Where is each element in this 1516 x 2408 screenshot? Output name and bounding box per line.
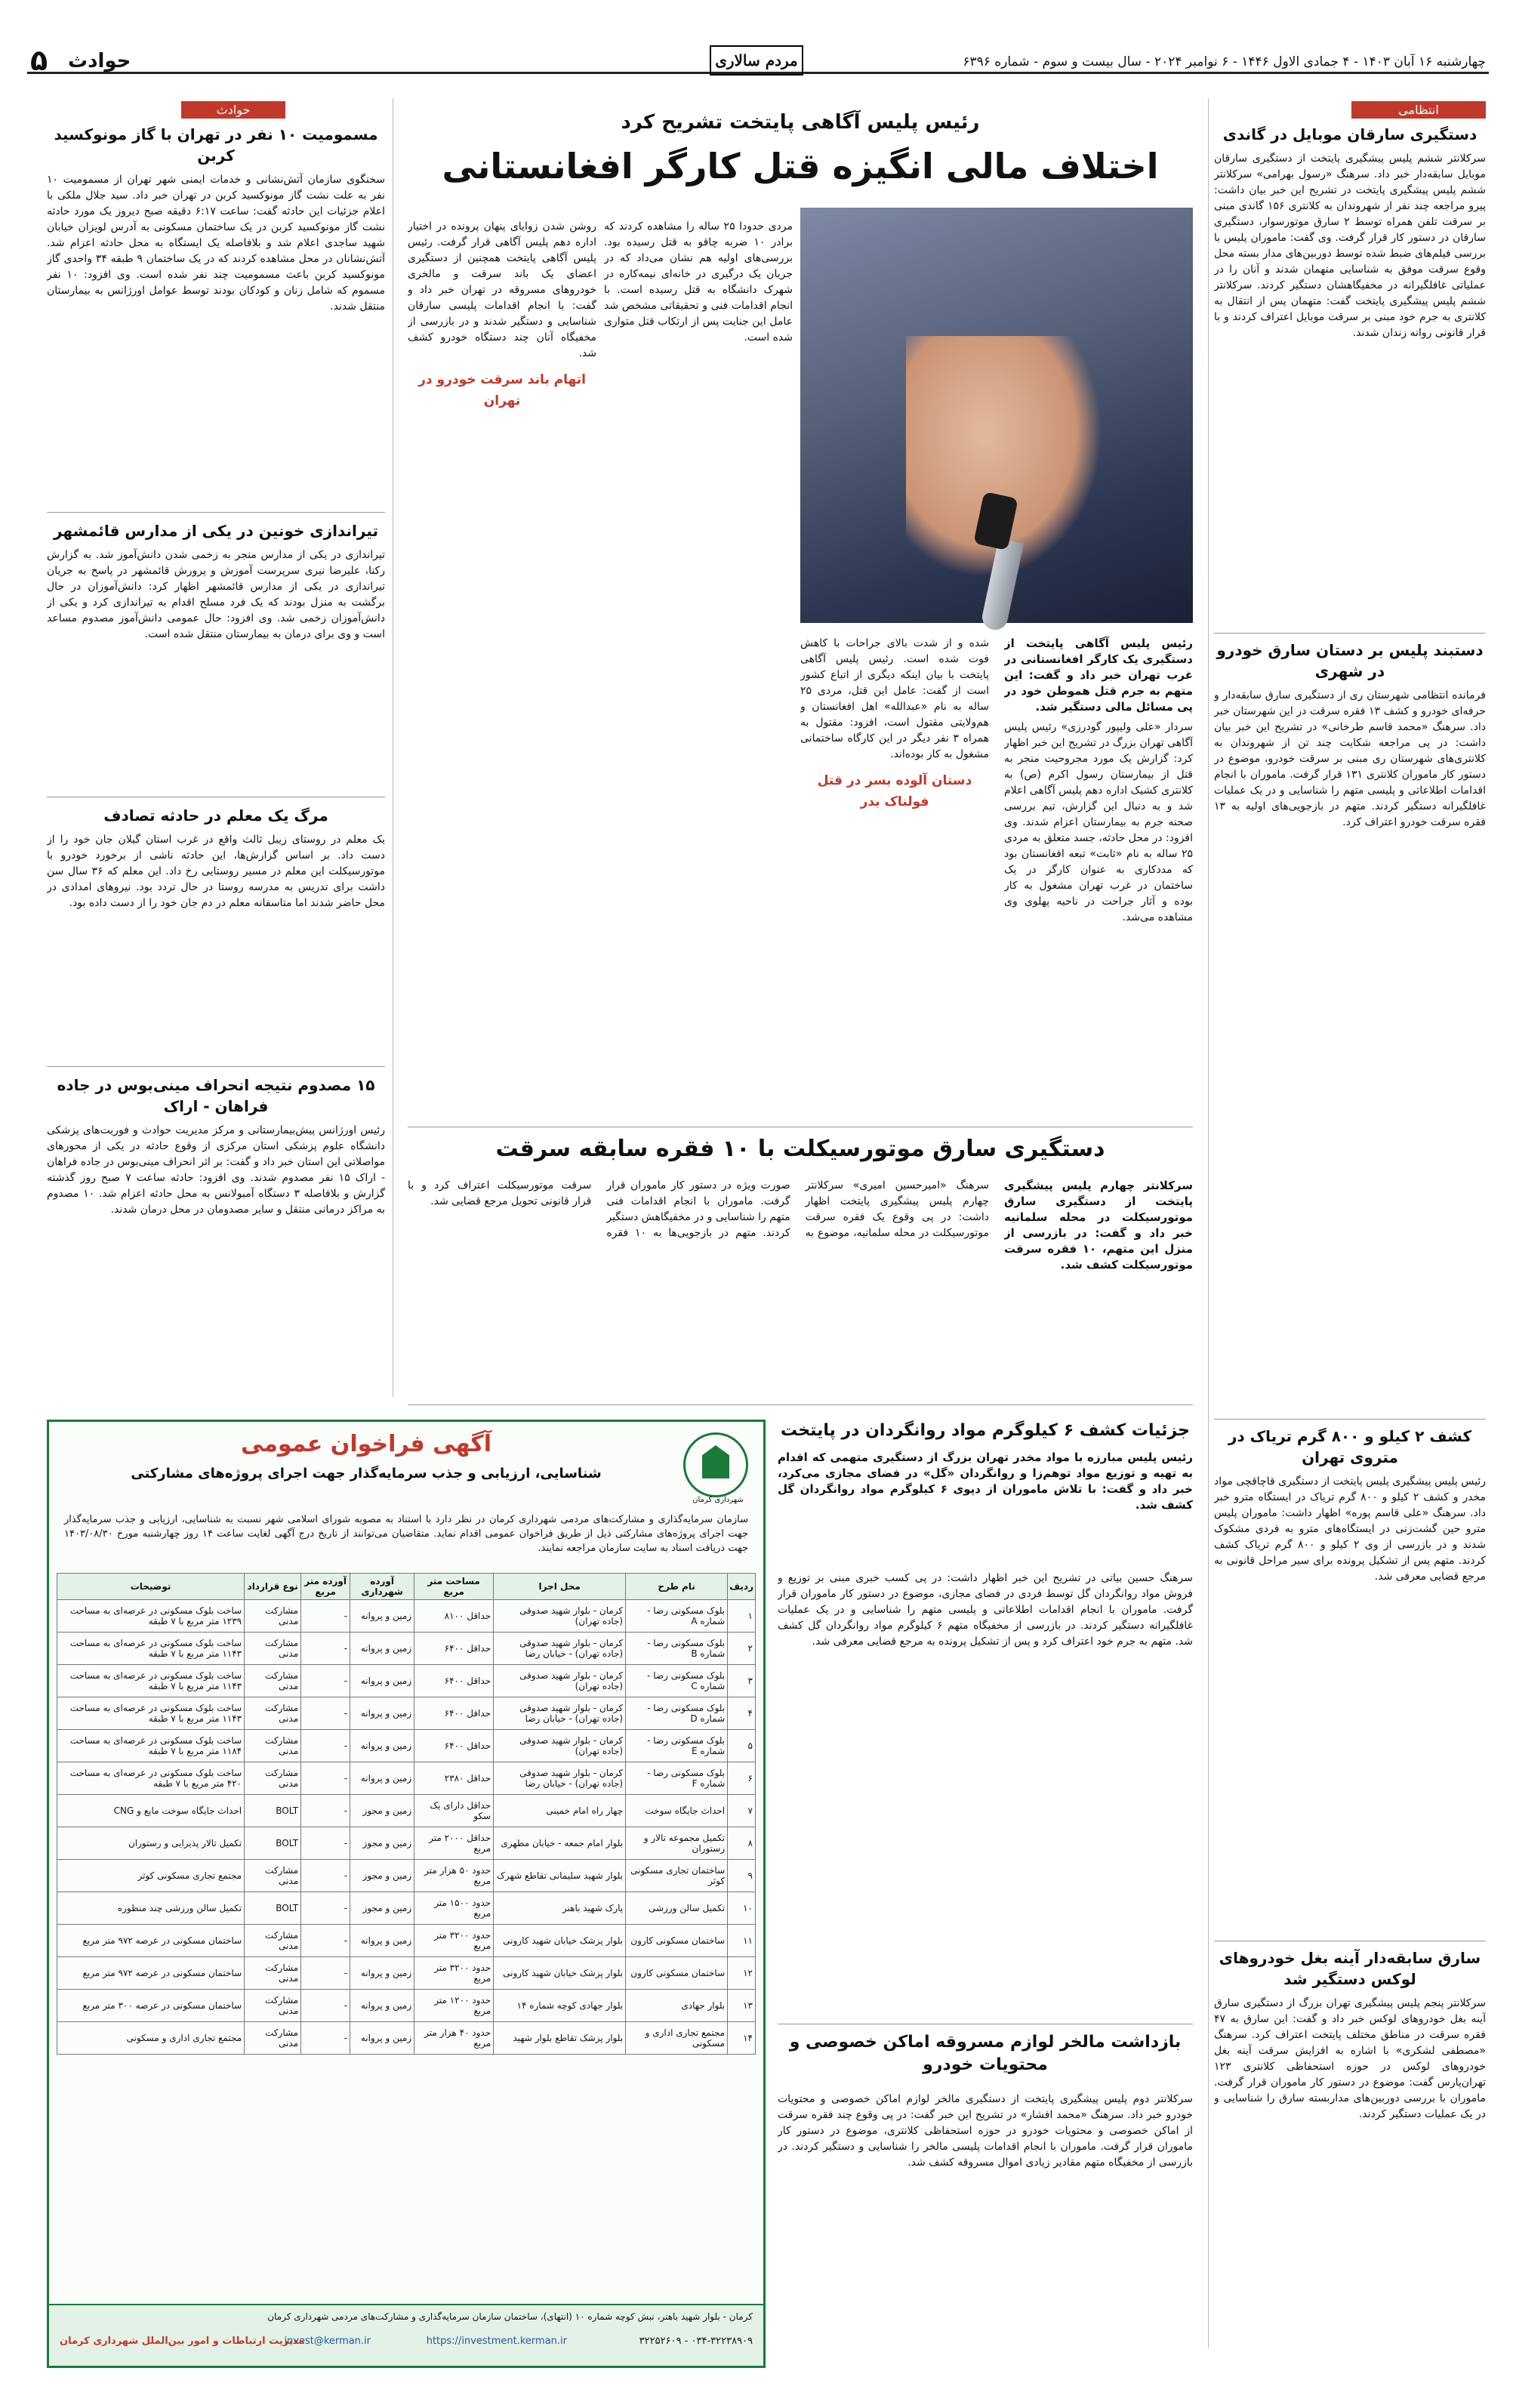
table-cell: ۱۲ — [728, 1957, 756, 1990]
right-column — [1214, 124, 1486, 2313]
table-cell: - — [301, 1860, 350, 1892]
table-cell: زمین و پروانه — [350, 1600, 414, 1633]
table-cell: حدود ۳۲۰۰ متر مربع — [414, 1957, 494, 1990]
table-cell: - — [301, 1762, 350, 1795]
table-header: آورده شهرداری — [350, 1574, 414, 1600]
lead-intro: رئیس پلیس آگاهی پایتخت از دستگیری یک کارگر افغانستانی در غرب تهران خبر داد و گفت: این متهم به جرم قتل هموطن خود در پی مسائل مالی دستگیر شد. — [1004, 637, 1193, 714]
table-row — [57, 1665, 756, 1697]
table-cell: - — [301, 1633, 350, 1665]
lead-subhead: دستان آلوده بسر در قتل فولناک بدر — [817, 773, 972, 809]
table-cell: BOLT — [245, 1827, 301, 1860]
table-cell: زمین و مجوز — [350, 1795, 414, 1827]
table-cell: ۹ — [728, 1860, 756, 1892]
table-cell: بلوک مسکونی رضا - شماره B — [626, 1633, 728, 1665]
lead-text: شده و از شدت بالای جراحات با کاهش فوت شده است. رئیس پلیس آگاهی پایتخت با بیان اینکه دیگری از اتباع کشور است از گفت: عامل این قتل، مردی ۲۵ ساله به نام «عبدالله» اهل افغانستان و هم‌ولایتی مقتول است، افزود: مقتول به همراه ۳ نفر دیگر در این کارگاه ساختمانی مشغول به کار بوده‌اند. — [800, 637, 989, 760]
drugs-body: سرهنگ حسین بیاتی در تشریح این خبر اظهار داشت: در پی کسب خبری مبنی بر توزیع و فروش مواد روانگردان گل توسط فردی در فضای مجازی، موضوع در دستور کار ماموران قرار گرفت. ماموران با انجام اقدامات اطلاعاتی و پلیسی متهم را شناسایی و در یک عملیات غافلگیرانه دستگیر کردند. در بازرسی از مخفیگاه متهم ۶ کیلوگرم مواد روانگردان گل کشف شد. متهم به جرم خود اعتراف کرد و پس از تشکیل پرونده به مرجع قضایی معرفی شد. — [778, 1572, 1193, 1648]
ad-phone: ۰۳۴-۳۲۲۳۸۹۰۹ - ۳۲۲۵۲۶۰۹ — [639, 2336, 753, 2347]
table-cell: مشارکت مدنی — [245, 1697, 301, 1730]
lead-kicker: رئیس پلیس آگاهی پایتخت تشریح کرد — [621, 111, 980, 134]
ad-website-link[interactable]: https://investment.kerman.ir — [426, 2336, 567, 2347]
table-cell: - — [301, 1795, 350, 1827]
table-cell: بلوک مسکونی رضا - شماره E — [626, 1730, 728, 1762]
table-cell: پارک شهید باهنر — [494, 1892, 626, 1925]
table-cell: بلوار پزشک تقاطع بلوار شهید — [494, 2022, 626, 2055]
public-call-ad — [47, 1420, 766, 2368]
table-row — [57, 1762, 756, 1795]
section-title: حوادث — [68, 50, 131, 72]
table-row — [57, 1957, 756, 1990]
table-cell: - — [301, 1990, 350, 2022]
table-cell: کرمان - بلوار شهید صدوقی (جاده تهران) — [494, 1730, 626, 1762]
table-cell: حداقل ۸۱۰۰ — [414, 1600, 494, 1633]
table-row — [57, 1860, 756, 1892]
table-cell: ۷ — [728, 1795, 756, 1827]
table-cell: کرمان - بلوار شهید صدوقی (جاده تهران) - خیابان رضا — [494, 1762, 626, 1795]
table-cell: ۱۳ — [728, 1990, 756, 2022]
table-cell: - — [301, 2022, 350, 2055]
seizure-headline: بازداشت مالخر لوازم مسروقه اماکن خصوصی و محتویات خودرو — [789, 2033, 1182, 2074]
lead-column-4 — [408, 219, 596, 1118]
projects-table — [57, 1573, 756, 2055]
table-cell: ۳ — [728, 1665, 756, 1697]
emblem-caption: شهرداری کرمان — [692, 1496, 744, 1504]
table-row — [57, 1633, 756, 1665]
motorcycle-body: سرهنگ «امیرحسین امیری» سرکلانتر چهارم پلیس پیشگیری پایتخت اظهار داشت: در پی وقوع یک فقره سرقت موتورسیکلت در محله سلمانیه، موضوع به صورت ویژه در دستور کار ماموران قرار گرفت. ماموران با انجام اقدامات فنی متهم را شناسایی و در مخفیگاهش دستگیر کردند. متهم در بازجویی‌ها به ۱۰ فقره سرقت موتورسیکلت اعتراف کرد و با قرار قانونی تحویل مرجع قضایی شد. — [408, 1179, 989, 1239]
table-cell: زمین و مجوز — [350, 1827, 414, 1860]
table-cell: ۱۴ — [728, 2022, 756, 2055]
table-header: آورده متر مربع — [301, 1574, 350, 1600]
table-cell: - — [301, 1600, 350, 1633]
table-cell: مشارکت مدنی — [245, 1665, 301, 1697]
lead-column-3: مردی حدودا ۲۵ ساله را مشاهده کردند که برادر ۱۰ ضربه چاقو به قتل رسیده بود. بررسی‌های اولیه هم نشان می‌داد که در جریان یک درگیری در خانه‌ای نیمه‌کاره در شهرک دانشگاه به قتل رسیده است. با انجام اقدامات فنی و تحقیقاتی مشخص شد عامل این جنایت پس از ارتکاب قتل متواری شده است. — [604, 220, 793, 344]
table-cell: حدود ۳۲۰۰ متر مربع — [414, 1925, 494, 1957]
table-cell: بلوک مسکونی رضا - شماره D — [626, 1697, 728, 1730]
table-cell: حدود ۵۰ هزار متر مربع — [414, 1860, 494, 1892]
table-header: نام طرح — [626, 1574, 728, 1600]
table-cell: ۱ — [728, 1600, 756, 1633]
table-cell: - — [301, 1697, 350, 1730]
newspaper-logo: مردم سالاری — [710, 45, 803, 76]
table-cell: بلوار جهادی کوچه شماره ۱۴ — [494, 1990, 626, 2022]
table-cell: کرمان - بلوار شهید صدوقی (جاده تهران) — [494, 1665, 626, 1697]
lead-subhead: اتهام باند سرقت خودرو در تهران — [418, 372, 586, 409]
article-title: دستبند پلیس بر دستان سارق خودرو در شهری — [1216, 641, 1484, 680]
lead-text: روشن شدن زوایای پنهان پرونده در اختیار اداره دهم پلیس آگاهی قرار گرفت. رئیس پلیس آگاهی پایتخت همچنین از دستگیری اعضای یک باند سرقت و مالخری خودروهای مسروقه در تهران خبر داد و گفت: با انجام اقدامات پلیسی سارقان شناسایی و دستگیر شدند و در بازرسی از مخفیگاه آنان چند دستگاه خودرو کشف شد. — [408, 220, 596, 359]
table-cell: ۵ — [728, 1730, 756, 1762]
ad-footer — [49, 2304, 763, 2366]
article-body: رئیس اورژانس پیش‌بیمارستانی و مرکز مدیریت حوادث و فوریت‌های پزشکی دانشگاه علوم پزشکی استان مرکزی از وقوع حادثه در یکی از محورهای مواصلاتی این استان خبر داد و گفت: بر اثر انحراف مینی‌بوس در جاده فراهان - اراک ۱۵ نفر مصدوم شدند. وی افزود: حادثه ساعت ۷ صبح روز گذشته گزارش و بلافاصله ۳ دستگاه آمبولانس به محل حادثه اعزام شد. ۱۰ مصدوم به مراکز درمانی منتقل و سایر مصدومان در محل درمان شدند. — [47, 1124, 385, 1216]
table-cell: زمین و مجوز — [350, 1892, 414, 1925]
article-body: سرکلانتر ششم پلیس پیشگیری پایتخت از دستگیری سارقان موبایل سابقه‌دار خبر داد. سرهنگ «رسول بهرامی» سرکلانتر ششم پلیس پیشگیری پایتخت در تشریح این خبر بیان داشت: پیرو مراجعه چند نفر از شهروندان به کلانتری ۱۵۶ گاندی مبنی بر سرقت تلفن همراه توسط ۲ سارق موتورسوار، دستگیری سارقان در دستور کار قرار گرفت. وی گفت: ماموران پلیس با بررسی فیلم‌های ضبط شده توسط دوربین‌های مدار بسته محل وقوع سرقت موفق به شناسایی متهمان شدند و آنان را در عملیاتی غافلگیرانه در مخفیگاهشان دستگیر کردند. سرکلانتر ششم پلیس پیشگیری پایتخت گفت: متهمان پس از انتقال به کلانتری به جرم خود مبنی بر سرقت موبایل اعتراف کردند و با قرار قانونی روانه زندان شدند. — [1214, 153, 1486, 339]
table-cell: مشارکت مدنی — [245, 1600, 301, 1633]
lead-column-2 — [800, 636, 989, 1119]
table-cell: مشارکت مدنی — [245, 1633, 301, 1665]
table-cell: حداقل ۶۴۰۰ — [414, 1730, 494, 1762]
article-body: فرمانده انتظامی شهرستان ری از دستگیری سارق سابقه‌دار و حرفه‌ای خودرو و کشف ۱۳ فقره سرقت در این شهرستان خبر داد. سرهنگ «محمد قاسم طرخانی» در تشریح این خبر بیان داشت: در پی مراجعه شکایت چند تن از شهروندان به کلانتری‌های شهرستان ری مبنی بر سرقت خودرو، موضوع در دستور کار ماموران کلانتری ۱۳۱ قرار گرفت. ماموران با انجام اقدامات اطلاعاتی و پلیسی متهم را شناسایی و در یک عملیات غافلگیرانه دستگیر کردند. متهم در بازجویی‌های اولیه به ۱۳ فقره سرقت خودرو اعتراف کرد. — [1214, 689, 1486, 828]
table-header-row — [57, 1574, 756, 1600]
table-cell: حداقل ۲۳۸۰ — [414, 1762, 494, 1795]
table-cell: تکمیل سالن ورزشی چند منظوره — [57, 1892, 245, 1925]
table-cell: - — [301, 1925, 350, 1957]
table-cell: حداقل ۶۴۰۰ — [414, 1633, 494, 1665]
dateline: چهارشنبه ۱۶ آبان ۱۴۰۳ - ۴ جمادی الاول ۱۴۴۶ - ۶ نوامبر ۲۰۲۴ - سال بیست و سوم - شماره ۶۳۹۶ — [963, 54, 1486, 69]
lead-headline: اختلاف مالی انگیزه قتل کارگر افغانستانی — [442, 146, 1159, 187]
table-cell: زمین و پروانه — [350, 1697, 414, 1730]
column-divider — [1208, 98, 1209, 2348]
article-title: کشف ۲ کیلو و ۸۰۰ گرم تریاک در متروی تهران — [1228, 1427, 1472, 1466]
motorcycle-headline: دستگیری سارق موتورسیکلت با ۱۰ فقره سابقه سرقت — [495, 1136, 1105, 1162]
table-cell: BOLT — [245, 1795, 301, 1827]
article-title: مرگ یک معلم در حادثه تصادف — [103, 806, 328, 825]
table-cell: زمین و پروانه — [350, 1925, 414, 1957]
table-cell: ساختمان مسکونی کارون — [626, 1925, 728, 1957]
ad-title: آگهی فراخوان عمومی — [240, 1431, 492, 1457]
article-body: یک معلم در روستای زیبل ثالث واقع در غرب استان گیلان جان خود را از دست داد. بر اساس گزارش‌ها، این حادثه ناشی از برخورد خودرو با موتورسیکلت این معلم در مسیر روستایی رخ داد. این معلم که ۳۶ سال سن داشت برای تدریس به مدرسه روستا در حال تردد بود. نیروهای امدادی در محل حاضر شدند اما متاسفانه معلم در دم جان خود را از دست داده بود. — [47, 834, 385, 909]
lead-column-1 — [1004, 636, 1193, 1119]
table-cell: ساختمان مسکونی کارون — [626, 1957, 728, 1990]
table-row — [57, 1697, 756, 1730]
ad-address: کرمان - بلوار شهید باهنر، نبش کوچه شماره ۱۰ (انتهای)، ساختمان سازمان سرمایه‌گذاری و مشارکت‌های مردمی شهرداری کرمان — [267, 2311, 753, 2322]
table-row — [57, 1892, 756, 1925]
table-header: نوع قرارداد — [245, 1574, 301, 1600]
lead-photo — [800, 208, 1193, 623]
table-cell: بلوار پزشک خیابان شهید کارونی — [494, 1957, 626, 1990]
table-row — [57, 1795, 756, 1827]
article-title: سارق سابقه‌دار آینه بغل خودروهای لوکس دستگیر شد — [1219, 1949, 1481, 1988]
table-cell: تکمیل سالن ورزشی — [626, 1892, 728, 1925]
lead-text: سردار «علی ولیپور گودرزی» رئیس پلیس آگاهی تهران بزرگ در تشریح این خبر اظهار کرد: گزارش یک مورد مجروحیت منجر به قتل از بیمارستان رسول اکرم (ص) به کلانتری کشیک اداره دهم پلیس آگاهی اعلام شد و به دنبال این گزارش، تیم بررسی صحنه جرم به بیمارستان اعزام شدند. وی افزود: در محل حادثه، جسد متعلق به مردی ۲۵ ساله به نام «ثابت» تبعه افغانستان بود که مددکاری به عنوان کارگر در یک ساختمان در غرب تهران مشغول به کار بوده و آثار جراحت در ناحیه پهلوی وی مشاهده می‌شد. — [1004, 721, 1193, 923]
table-row — [57, 1730, 756, 1762]
left-column — [47, 124, 385, 1395]
article-body: رئیس پلیس پیشگیری پلیس پایتخت از دستگیری قاچاقچی مواد مخدر و کشف ۲ کیلو و ۸۰۰ گرم تریاک در ایستگاه مترو خبر داد. سرهنگ «علی قاسم پوره» اظهار داشت: ماموران پلیس مترو حین گشت‌زنی در ایستگاه‌های مترو به فردی مشکوک شدند و در بازرسی از وی ۲ کیلو و ۸۰۰ گرم تریاک کشف کردند. متهم پس از تشکیل پرونده برای سیر مراحل قانونی به مرجع قضایی معرفی شد. — [1214, 1475, 1486, 1583]
table-cell: حداقل دارای یک سکو — [414, 1795, 494, 1827]
table-cell: زمین و پروانه — [350, 1990, 414, 2022]
ad-signature: مدیریت ارتباطات و امور بین‌الملل شهرداری کرمان — [60, 2336, 305, 2347]
table-row — [57, 1925, 756, 1957]
table-cell: مشارکت مدنی — [245, 1730, 301, 1762]
article-body: سخنگوی سازمان آتش‌نشانی و خدمات ایمنی شهر تهران از مسمومیت ۱۰ نفر به علت نشت گاز مونوکسید کربن در تهران خبر داد. سید جلال ملکی با اعلام جزئیات این حادثه گفت: ساعت ۶:۱۷ دقیقه صبح دیروز یک مورد حادثه نشت گاز مونوکسید کربن در یک ساختمان مسکونی به آدرس لویزان خیابان شهید ساجدی اعلام شد و بلافاصله یک ایستگاه به محل حادثه اعزام شد. آتش‌نشانان در محل مشاهده کردند که در یک ساختمان ۹ طبقه ۳۴ واحدی گاز مونوکسید کربن باعث مسمومیت چند نفر شده است. وی افزود: ۱۰ نفر مسموم که شامل زنان و کودکان بودند توسط عوامل اورژانس به بیمارستان منتقل شدند. — [47, 174, 385, 313]
ad-subtitle: شناسایی، ارزیابی و جذب سرمایه‌گذار جهت اجرای پروژه‌های مشارکتی — [131, 1466, 602, 1481]
table-cell: زمین و پروانه — [350, 1730, 414, 1762]
table-cell: - — [301, 1892, 350, 1925]
ad-table-wrapper — [57, 1573, 756, 2055]
table-row — [57, 2022, 756, 2055]
table-cell: مجتمع تجاری اداری و مسکونی — [57, 2022, 245, 2055]
table-cell: مشارکت مدنی — [245, 1957, 301, 1990]
table-cell: زمین و پروانه — [350, 1957, 414, 1990]
table-cell: حداقل ۶۴۰۰ — [414, 1697, 494, 1730]
table-cell: مشارکت مدنی — [245, 1762, 301, 1795]
table-cell: کرمان - بلوار شهید صدوقی (جاده تهران) - خیابان رضا — [494, 1697, 626, 1730]
table-cell: ساختمان مسکونی در عرصه ۹۷۲ متر مربع — [57, 1925, 245, 1957]
table-cell: ساخت بلوک مسکونی در عرصه‌ای به مساحت ۴۲۰ متر مربع با ۷ طبقه — [57, 1762, 245, 1795]
table-cell: کرمان - بلوار شهید صدوقی (جاده تهران) — [494, 1600, 626, 1633]
table-cell: ساختمان مسکونی در عرصه ۳۰۰ متر مربع — [57, 1990, 245, 2022]
table-row — [57, 1990, 756, 2022]
table-cell: بلوک مسکونی رضا - شماره A — [626, 1600, 728, 1633]
table-cell: احداث جایگاه سوخت — [626, 1795, 728, 1827]
table-cell: ساختمان تجاری مسکونی کوثر — [626, 1860, 728, 1892]
table-cell: تکمیل مجموعه تالار و رستوران — [626, 1827, 728, 1860]
table-cell: ۱۱ — [728, 1925, 756, 1957]
table-row — [57, 1827, 756, 1860]
table-cell: مشارکت مدنی — [245, 1860, 301, 1892]
article-title: دستگیری سارقان موبایل در گاندی — [1222, 125, 1477, 143]
article-body: سرکلانتر پنجم پلیس پیشگیری تهران بزرگ از دستگیری سارق آینه بغل خودروهای لوکس خبر داد و گفت: این سارق به ۴۷ فقره سرقت در مناطق مختلف پایتخت اعتراف کرد. سرهنگ «مصطفی لشکری» با اشاره به افزایش سرقت آینه بغل خودروهای لوکس در حوزه استحفاظی کلانتری ۱۲۳ تهران‌پارس گفت: موضوع در دستور کار ماموران قرار گرفت. ماموران با بررسی دوربین‌های مداربسته سارق را شناسایی و در یک عملیات دستگیر کردند. — [1214, 1997, 1486, 2120]
table-cell: مجتمع تجاری مسکونی کوثر — [57, 1860, 245, 1892]
page-number: ۵ — [30, 44, 48, 77]
table-cell: BOLT — [245, 1892, 301, 1925]
table-header: توضیحات — [57, 1574, 245, 1600]
table-cell: ساخت بلوک مسکونی در عرصه‌ای به مساحت ۱۲۳۹ متر مربع با ۷ طبقه — [57, 1600, 245, 1633]
article-title: ۱۵ مصدوم نتیجه انحراف مینی‌بوس در جاده فراهان - اراک — [57, 1076, 375, 1115]
table-cell: حداقل ۲۰۰۰ متر مربع — [414, 1827, 494, 1860]
table-cell: ساخت بلوک مسکونی در عرصه‌ای به مساحت ۱۱۴۳ متر مربع با ۷ طبقه — [57, 1697, 245, 1730]
table-cell: - — [301, 1665, 350, 1697]
table-cell: مشارکت مدنی — [245, 2022, 301, 2055]
table-cell: حداقل ۶۴۰۰ — [414, 1665, 494, 1697]
drugs-intro: رئیس پلیس مبارزه با مواد مخدر تهران بزرگ از دستگیری متهمی که اقدام به تهیه و توزیع مواد توهم‌زا و روانگردان «گل» در فضای مجازی می‌کرد، خبر داد و گفت: با تلاش ماموران از دپوی ۶ کیلوگرم مواد روانگردان گل کشف شد. — [778, 1451, 1193, 1512]
table-cell: مشارکت مدنی — [245, 1990, 301, 2022]
table-cell: حدود ۴۰ هزار متر مربع — [414, 2022, 494, 2055]
municipality-emblem-icon — [683, 1432, 748, 1497]
table-row — [57, 1600, 756, 1633]
table-cell: بلوک مسکونی رضا - شماره F — [626, 1762, 728, 1795]
article-title: تیراندازی خونین در یکی از مدارس قائمشهر — [53, 522, 379, 540]
table-cell: - — [301, 1730, 350, 1762]
table-header: محل اجرا — [494, 1574, 626, 1600]
ad-email-link[interactable]: invest@kerman.ir — [284, 2336, 371, 2347]
table-cell: - — [301, 1957, 350, 1990]
table-cell: ساخت بلوک مسکونی در عرصه‌ای به مساحت ۱۱۴۳ متر مربع با ۷ طبقه — [57, 1665, 245, 1697]
category-badge-left: حوادث — [181, 101, 285, 119]
table-cell: مشارکت مدنی — [245, 1925, 301, 1957]
table-cell: ساخت بلوک مسکونی در عرصه‌ای به مساحت ۱۱۴۳ متر مربع با ۷ طبقه — [57, 1633, 245, 1665]
table-cell: ساخت بلوک مسکونی در عرصه‌ای به مساحت ۱۱۸۴ متر مربع با ۷ طبقه — [57, 1730, 245, 1762]
table-cell: بلوار امام جمعه - خیابان مطهری — [494, 1827, 626, 1860]
table-cell: ۶ — [728, 1762, 756, 1795]
ad-intro: سازمان سرمایه‌گذاری و مشارکت‌های مردمی شهرداری کرمان در نظر دارد با استناد به مصوبه شورای اسلامی شهر نسبت به شناسایی، ارزیابی و جذب سرمایه‌گذار جهت اجرای پروژه‌های مشارکتی ذیل از طریق فراخوان عمومی اقدام نماید. متقاضیان می‌توانند از تاریخ درج آگهی لغایت ساعت ۱۴ روز چهارشنبه مورخ ۱۴۰۳/۰۸/۳۰ جهت دریافت اسناد به سایت سازمان مراجعه نمایند. — [64, 1514, 748, 1554]
table-cell: بلوار جهادی — [626, 1990, 728, 2022]
table-header: مساحت متر مربع — [414, 1574, 494, 1600]
table-cell: ساختمان مسکونی در عرصه ۹۷۲ متر مربع — [57, 1957, 245, 1990]
table-cell: تکمیل تالار پذیرایی و رستوران — [57, 1827, 245, 1860]
table-cell: زمین و پروانه — [350, 1633, 414, 1665]
motorcycle-intro: سرکلانتر چهارم پلیس پیشگیری پایتخت از دستگیری سارق موتورسیکلت در محله سلمانیه خبر داد و گفت: در بازرسی از منزل این متهم، ۱۰ فقره سرقت موتورسیکلت کشف شد. — [1004, 1179, 1193, 1272]
table-cell: ۴ — [728, 1697, 756, 1730]
divider — [408, 1404, 1193, 1405]
table-cell: زمین و پروانه — [350, 2022, 414, 2055]
table-cell: مجتمع تجاری اداری و مسکونی — [626, 2022, 728, 2055]
table-cell: بلوار شهید سلیمانی تقاطع شهرک — [494, 1860, 626, 1892]
table-cell: کرمان - بلوار شهید صدوقی (جاده تهران) - خیابان رضا — [494, 1633, 626, 1665]
table-cell: ۲ — [728, 1633, 756, 1665]
article-title: مسمومیت ۱۰ نفر در تهران با گاز مونوکسید کربن — [54, 125, 378, 165]
table-cell: ۸ — [728, 1827, 756, 1860]
table-cell: زمین و پروانه — [350, 1762, 414, 1795]
table-cell: بلوار پزشک خیابان شهید کارونی — [494, 1925, 626, 1957]
article-body: تیراندازی در یکی از مدارس منجر به زخمی شدن دانش‌آموز شد. به گزارش رکنا، علیرضا نیری سرپرست آموزش و پرورش قائمشهر در پاسخ به جریان تیراندازی در یکی از مدارس قائمشهر اظهار کرد: دانش‌آموزان در حال برگشت به منزل بودند که یک فرد مسلح اقدام به تیراندازی کرد و یکی از دانش‌آموزان زخمی شد. وی افزود: حال عمومی دانش‌آموز مصدوم مساعد است و وی برای درمان به بیمارستان منتقل شده است. — [47, 549, 385, 640]
category-badge-right: انتظامی — [1351, 101, 1486, 119]
table-cell: چهار راه امام خمینی — [494, 1795, 626, 1827]
table-header: ردیف — [728, 1574, 756, 1600]
table-cell: حدود ۱۵۰۰ متر مربع — [414, 1892, 494, 1925]
table-cell: حدود ۱۲۰۰ متر مربع — [414, 1990, 494, 2022]
table-cell: زمین و پروانه — [350, 1665, 414, 1697]
table-cell: زمین و مجوز — [350, 1860, 414, 1892]
table-cell: بلوک مسکونی رضا - شماره C — [626, 1665, 728, 1697]
table-cell: - — [301, 1827, 350, 1860]
table-cell: احداث جایگاه سوخت مایع و CNG — [57, 1795, 245, 1827]
seizure-body: سرکلانتر دوم پلیس پیشگیری پایتخت از دستگیری مالخر لوازم اماکن خصوصی و محتویات خودرو خبر داد. سرهنگ «محمد افشار» در تشریح این خبر گفت: در پی وقوع چند فقره سرقت از اماکن خصوصی و محتویات خودرو در حوزه استحفاظی کلانتری، موضوع در دستور کار ماموران قرار گرفت. ماموران با انجام اقدامات پلیسی مالخر را شناسایی و دستگیر کردند. در بازرسی از مخفیگاه متهم مقادیر زیادی اموال مسروقه کشف شد. — [778, 2093, 1193, 2169]
table-cell: ۱۰ — [728, 1892, 756, 1925]
drugs-headline: جزئیات کشف ۶ کیلوگرم مواد روانگردان در پایتخت — [780, 1421, 1191, 1440]
